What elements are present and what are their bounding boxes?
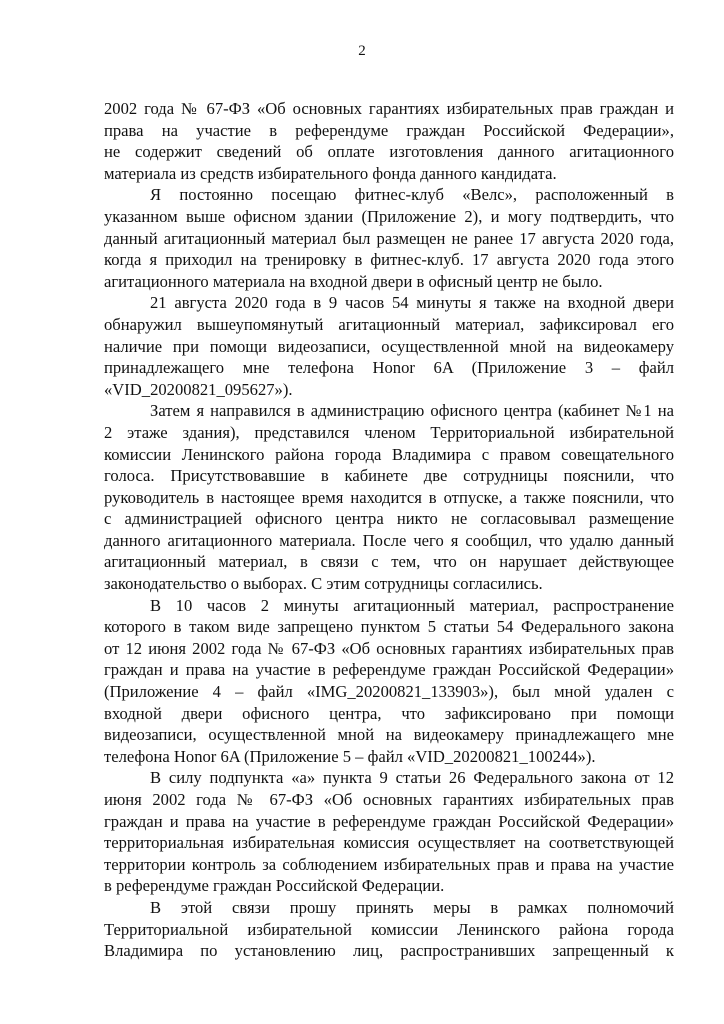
text-line: Я постоянно посещаю фитнес-клуб «Велс», расположенный в: [150, 185, 674, 205]
paragraph: [104, 595, 674, 768]
text-line: территории контроль за соблюдением избирательных прав и права на участие: [104, 854, 674, 874]
text-line: агитационного материала на входной двери в офисный центр не было.: [104, 271, 603, 291]
page-number: 2: [358, 43, 366, 59]
text-line: Затем я направился в администрацию офисного центра (кабинет №1 на: [150, 401, 674, 421]
paragraph: [104, 400, 674, 594]
document-body: [104, 98, 674, 962]
text-line: В силу подпункта «а» пункта 9 статьи 26 Федерального закона от 12: [150, 768, 674, 788]
text-line: материала из средств избирательного фонда данного кандидата.: [104, 163, 557, 183]
text-line: права на участие в референдуме граждан Российской Федерации»,: [104, 120, 674, 140]
paragraph: [104, 184, 674, 292]
text-line: в референдуме граждан Российской Федерации.: [104, 876, 445, 896]
text-line: июня 2002 года № 67-ФЗ «Об основных гарантиях избирательных прав: [104, 790, 674, 809]
text-line: данного агитационного материала. После чего я сообщил, что удалю данный: [104, 530, 674, 550]
text-line: видеозаписи, осуществленной мной на видеокамеру принадлежащего мне: [104, 725, 674, 745]
text-line: граждан и права на участие в референдуме граждан Российской Федерации»: [104, 811, 674, 831]
text-line: руководитель в настоящее время находится в отпуске, а также пояснили, что: [104, 487, 674, 507]
text-line: обнаружил вышеупомянутый агитационный материал, зафиксировал его: [104, 314, 674, 334]
paragraph: [104, 292, 674, 400]
text-line: 2002 года № 67-ФЗ «Об основных гарантиях избирательных прав граждан и: [104, 99, 674, 118]
paragraph: [104, 767, 674, 897]
paragraph: [104, 98, 674, 184]
text-line: 21 августа 2020 года в 9 часов 54 минуты я также на входной двери: [150, 293, 674, 313]
text-line: В этой связи прошу принять меры в рамках полномочий: [150, 897, 674, 917]
text-line: (Приложение 4 – файл «IMG_20200821_133903»), был мной удален с: [104, 682, 674, 702]
text-line: Территориальной избирательной комиссии Ленинского района города: [104, 919, 674, 939]
text-line: данный агитационный материал был размещен не ранее 17 августа 2020 года,: [104, 228, 674, 248]
text-line: наличие при помощи видеозаписи, осуществленной мной на видеокамеру: [104, 336, 674, 356]
text-line: 2 этаже здания), представился членом Территориальной избирательной: [104, 422, 674, 442]
paragraph: [104, 897, 674, 962]
text-line: голоса. Присутствовавшие в кабинете две сотрудницы пояснили, что: [104, 466, 674, 486]
text-line: которого в таком виде запрещено пунктом 5 статьи 54 Федерального закона: [104, 617, 674, 637]
text-line: входной двери офисного центра, что зафиксировано при помощи: [104, 703, 674, 723]
text-line: Владимира по установлению лиц, распространивших запрещенный к: [104, 941, 674, 961]
text-line: с администрацией офисного центра никто не согласовывал размещение: [104, 509, 674, 529]
text-line: законодательство о выборах. С этим сотрудницы согласились.: [104, 574, 543, 594]
text-line: указанном выше офисном здании (Приложение 2), и могу подтвердить, что: [104, 206, 674, 226]
text-line: граждан и права на участие в референдуме граждан Российской Федерации»: [104, 660, 674, 680]
text-line: агитационный материал, в связи с тем, что он нарушает действующее: [104, 552, 674, 572]
text-line: комиссии Ленинского района города Владимира с правом совещательного: [104, 444, 674, 464]
text-line: территориальная избирательная комиссия осуществляет на соответствующей: [104, 833, 674, 853]
text-line: не содержит сведений об оплате изготовления данного агитационного: [104, 142, 674, 162]
text-line: «VID_20200821_095627»).: [104, 379, 293, 399]
text-line: телефона Honor 6A (Приложение 5 – файл «VID_20200821_100244»).: [104, 746, 596, 766]
text-line: когда я приходил на тренировку в фитнес-клуб. 17 августа 2020 года этого: [104, 250, 674, 270]
text-line: от 12 июня 2002 года № 67-ФЗ «Об основных гарантиях избирательных прав: [104, 638, 674, 658]
text-line: В 10 часов 2 минуты агитационный материал, распространение: [150, 595, 674, 615]
text-line: принадлежащего мне телефона Honor 6A (Приложение 3 – файл: [104, 358, 674, 378]
